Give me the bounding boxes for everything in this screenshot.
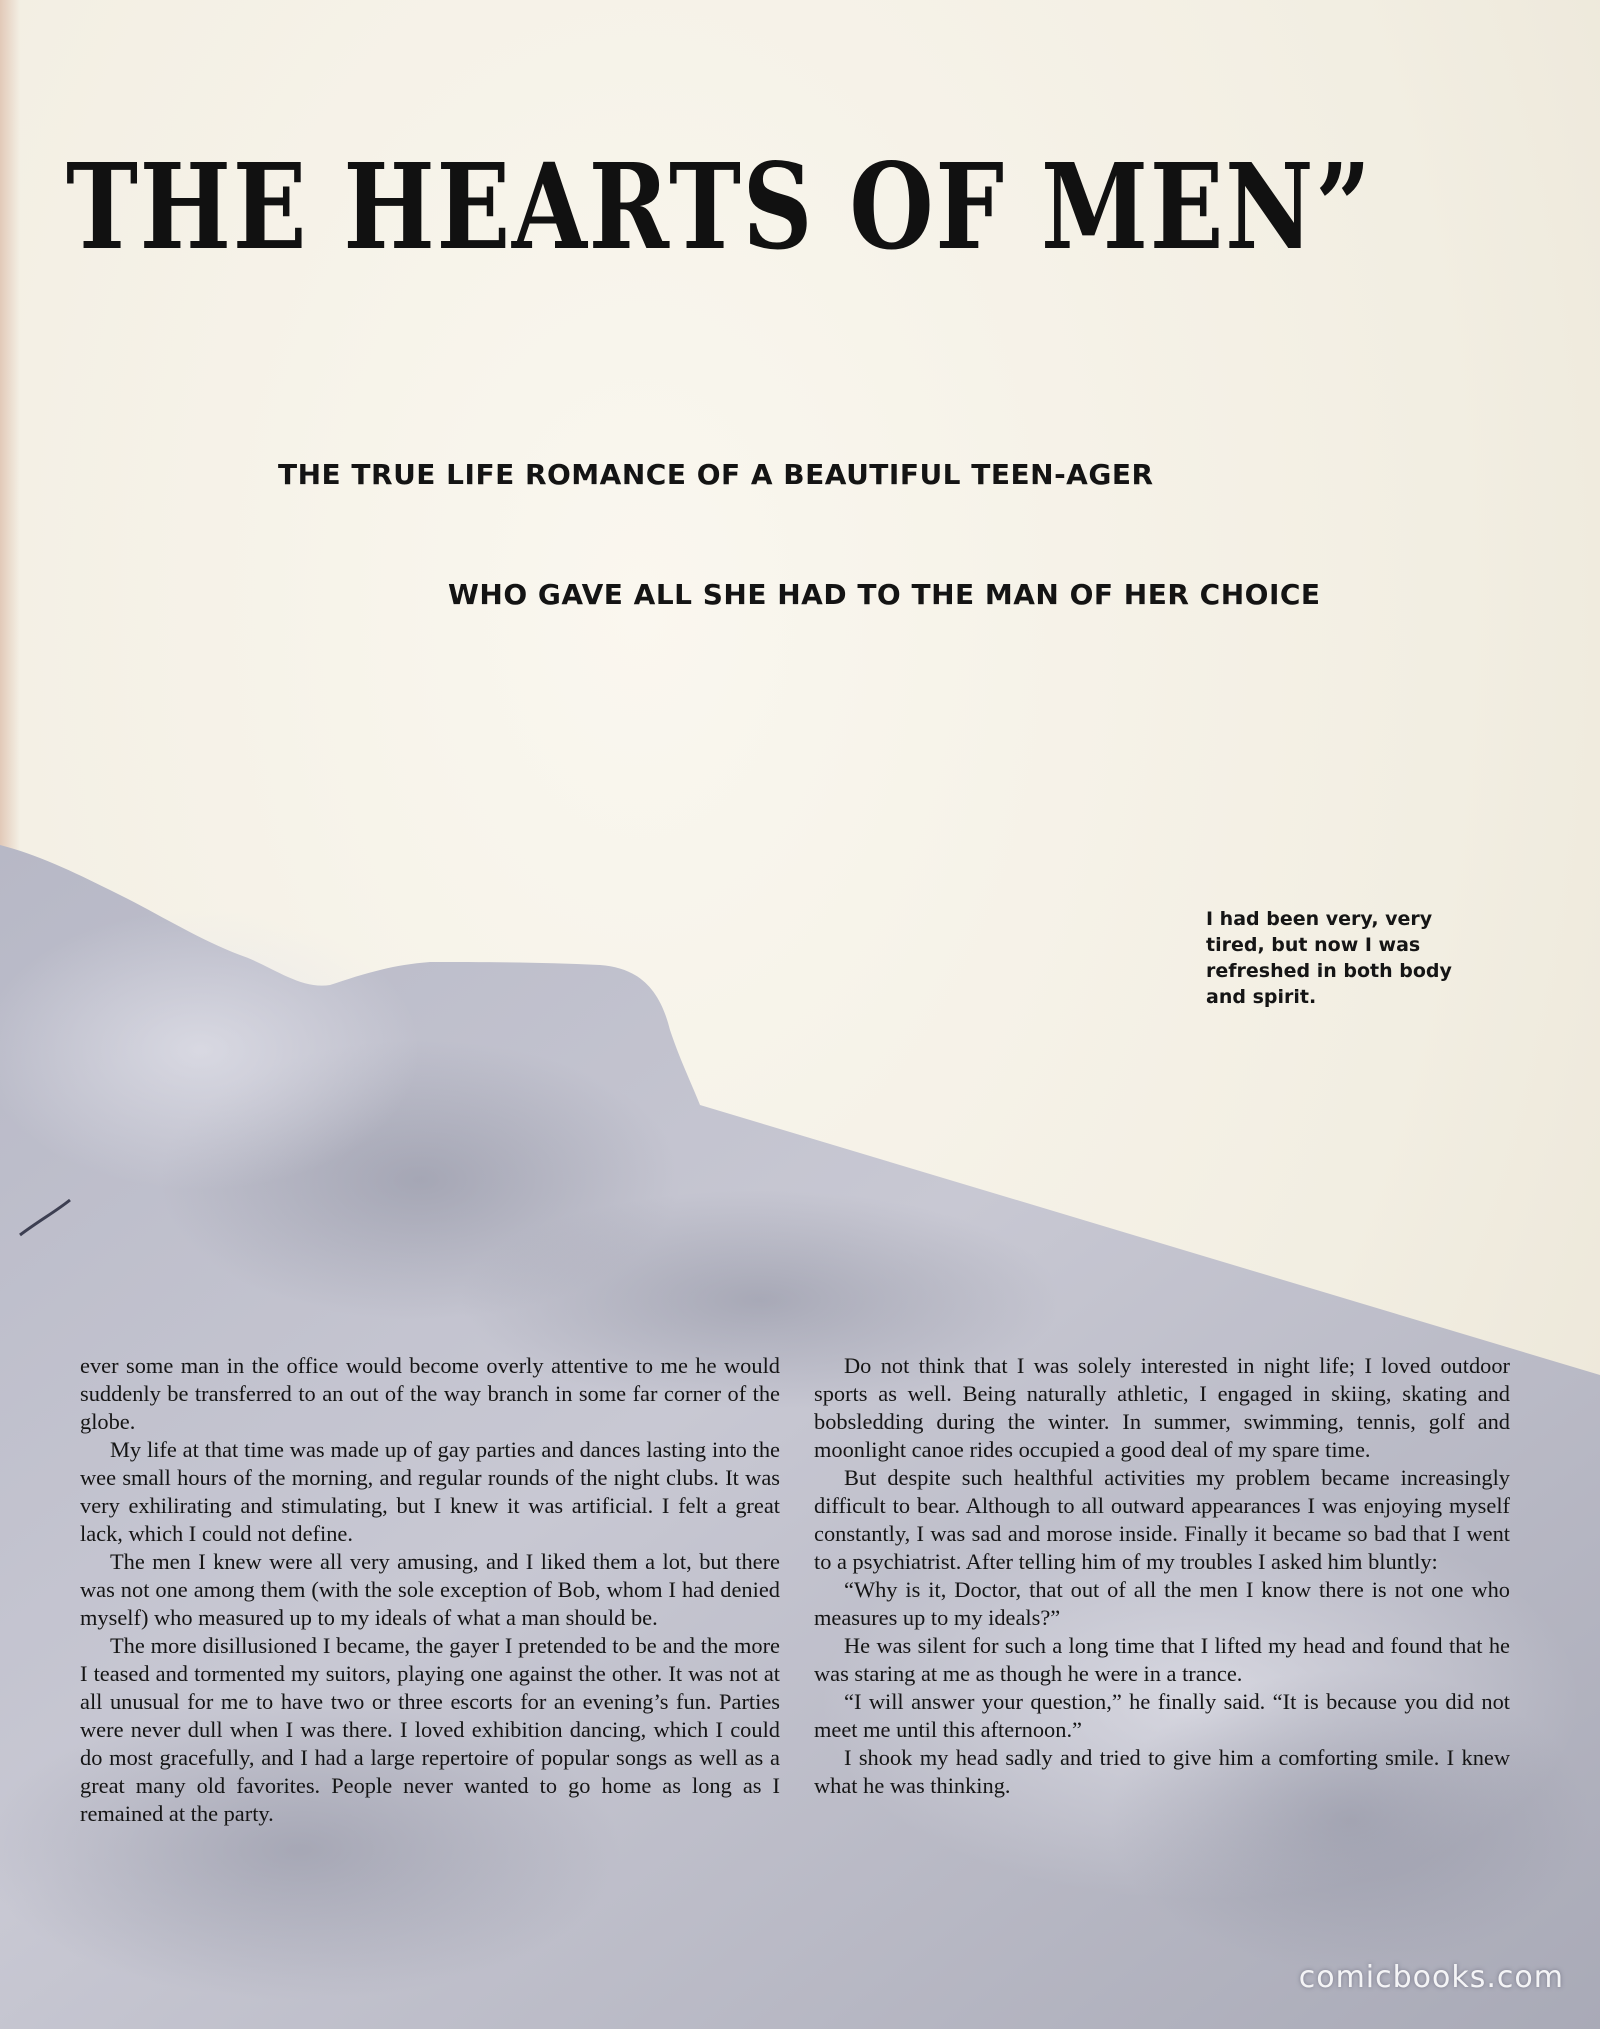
body-column-right bbox=[814, 1352, 1510, 1800]
article-title: THE HEARTS OF MEN” bbox=[66, 137, 1373, 276]
paragraph: But despite such healthful activities my problem became increasingly difficult to bear. Although to all outward appearances I was enjoying myself constantly, I was sad and morose inside. Finally it became so bad that I went to a psychiatrist. After telling him of my troubles I asked him bluntly: bbox=[814, 1465, 1510, 1574]
paragraph: The more disillusioned I became, the gayer I pretended to be and the more I teased and tormented my suitors, playing one against the other. It was not at all unusual for me to have two or three escorts for an evening’s fun. Parties were never dull when I was there. I loved exhibition dancing, which I could do most gracefully, and I had a large repertoire of popular songs as well as a great many old favorites. People never wanted to go home as long as I remained at the party. bbox=[80, 1633, 780, 1826]
paragraph: My life at that time was made up of gay parties and dances lasting into the wee small hours of the morning, and regular rounds of the night clubs. It was very exhilirating and stimulating, but I knew it was artificial. I felt a great lack, which I could not define. bbox=[80, 1437, 780, 1546]
photo-highlight bbox=[0, 910, 420, 1190]
site-watermark: comicbooks.com bbox=[1298, 1960, 1564, 1995]
paragraph: He was silent for such a long time that I lifted my head and found that he was staring at me as though he were in a trance. bbox=[814, 1633, 1510, 1686]
paragraph: The men I knew were all very amusing, and I liked them a lot, but there was not one among them (with the sole exception of Bob, whom I had denied myself) who measured up to my ideals of what a man should be. bbox=[80, 1549, 780, 1630]
body-column-left bbox=[80, 1352, 780, 1828]
article-subtitle-line-1: THE TRUE LIFE ROMANCE OF A BEAUTIFUL TEEN-AGER bbox=[278, 458, 1154, 491]
article-subtitle-line-2: WHO GAVE ALL SHE HAD TO THE MAN OF HER CHOICE bbox=[448, 578, 1321, 611]
paragraph: “Why is it, Doctor, that out of all the men I know there is not one who measures up to my ideals?” bbox=[814, 1577, 1510, 1630]
paragraph: ever some man in the office would become overly attentive to me he would suddenly be transferred to an out of the way branch in some far corner of the globe. bbox=[80, 1353, 780, 1434]
paragraph: Do not think that I was solely interested in night life; I loved outdoor sports as well. Being naturally athletic, I engaged in skiing, skating and bobsledding during the winter. In summer, swimming, tennis, golf and moonlight canoe rides occupied a good deal of my spare time. bbox=[814, 1353, 1510, 1462]
paragraph: “I will answer your question,” he finally said. “It is because you did not meet me until this afternoon.” bbox=[814, 1689, 1510, 1742]
photo-caption: I had been very, very tired, but now I was refreshed in both body and spirit. bbox=[1206, 908, 1452, 1008]
paragraph: I shook my head sadly and tried to give him a comforting smile. I knew what he was thinking. bbox=[814, 1745, 1510, 1798]
